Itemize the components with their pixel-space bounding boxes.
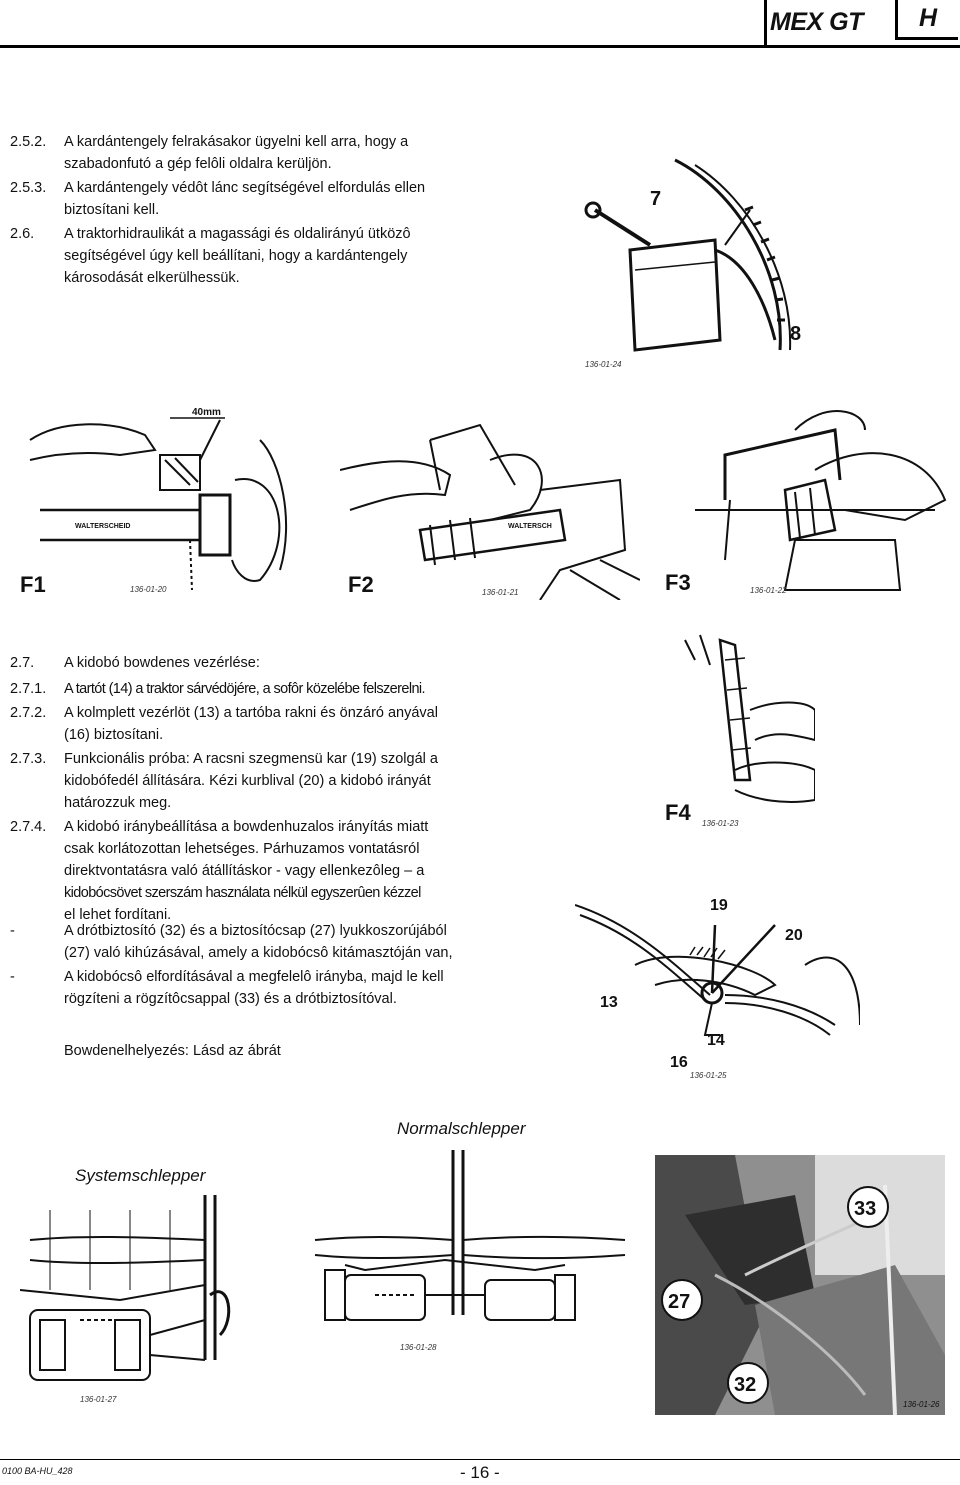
header-title: MEX GT [770, 8, 863, 36]
bullet-dash: - [10, 923, 15, 939]
header-separator [764, 0, 767, 45]
section-text: A tartót (14) a traktor sárvédöjére, a sofôr közelébe felszerelni. [64, 681, 425, 697]
bullet-text: A drótbiztosító (32) és a biztosítócsap (27) lyukkoszorújából (27) való kihúzásával, amely a kidobócsô kitámasztóján van, [64, 923, 453, 961]
figure-code: 136-01-22 [750, 586, 787, 595]
figure-systemschlepper [20, 1190, 250, 1415]
section-2-7-1 [10, 678, 460, 700]
bullet-dash: - [10, 969, 15, 985]
callout-19: 19 [710, 897, 728, 914]
section-text: A kardántengely felrakásakor ügyelni kell arra, hogy a szabadonfutó a gép felôli oldalra kerüljön. [64, 134, 409, 172]
figure-code: 136-01-23 [702, 819, 739, 828]
language-code: H [918, 4, 938, 32]
section-number: 2.6. [10, 226, 35, 242]
figure-normalschlepper [305, 1145, 635, 1370]
section-2-7-2 [10, 702, 460, 746]
figure-label: F3 [665, 570, 691, 595]
section-number: 2.5.3. [10, 180, 47, 196]
figure-label: F4 [665, 800, 691, 825]
callout-13: 13 [600, 994, 618, 1011]
section-text: Funkcionális próba: A racsni szegmensü kar (19) szolgál a kidobófedél állítására. Kézi kurblival (20) a kidobó irányát határozzuk meg. [64, 751, 438, 811]
figure-f4 [665, 630, 815, 830]
bowden-note: Bowdenelhelyezés: Lásd az ábrát [64, 1043, 281, 1059]
section-number: 2.7. [10, 655, 35, 671]
callout-33: 33 [854, 1198, 877, 1220]
section-number: 2.7.1. [10, 681, 47, 697]
figure-f1 [20, 400, 300, 600]
callout-32: 32 [734, 1374, 757, 1396]
section-text: A traktorhidraulikát a magassági és oldalirányú ütközô segítségével úgy kell beállítani, hogy a kardántengely károsodását elkerülhessük. [64, 226, 411, 286]
figure-label: F1 [20, 572, 46, 597]
callout-20: 20 [785, 927, 803, 944]
language-badge [895, 0, 958, 40]
figure-code: 136-01-20 [130, 585, 167, 594]
callout-14: 14 [707, 1032, 725, 1049]
figure-bowden [575, 885, 860, 1085]
footer-doc-code: 0100 BA-HU_428 [2, 1466, 73, 1476]
brand-label: WALTERSCHEID [75, 523, 131, 530]
figure-code: 136-01-25 [690, 1071, 727, 1080]
figure-photo [655, 1155, 945, 1415]
bullet-text: A kidobócsô elfordításával a megfelelô irányba, majd le kell rögzíteni a rögzítôcsappal (33) és a drótbiztosítóval. [64, 969, 444, 1007]
section-text: A kolmplett vezérlöt (13) a tartóba rakni és önzáró anyával (16) biztosítani. [64, 705, 438, 743]
callout-27: 27 [668, 1291, 691, 1313]
section-2-5-2 [10, 131, 450, 175]
bullet-1 [10, 920, 460, 964]
section-text: A kidobó bowdenes vezérlése: [64, 655, 260, 671]
section-2-7-3 [10, 748, 460, 814]
figure-f3 [665, 400, 955, 600]
caption-systemschlepper: Systemschlepper [75, 1166, 206, 1185]
section-text: A kidobó iránybeállítása a bowdenhuzalos irányítás miatt csak korlátozottan lehetséges. Párhuzamos vontatásról direktvontatásra való átállításkor - vagy ellenkezôleg – a kidobócsövet szerszám használata nélkül egyszerûen kézzel el lehet fordítani. [64, 819, 429, 923]
caption-normalschlepper: Normalschlepper [397, 1119, 526, 1138]
brand-label: WALTERSCH [508, 523, 552, 530]
section-2-6 [10, 223, 450, 289]
callout-7: 7 [650, 188, 662, 210]
figure-top-schematic [575, 150, 815, 375]
figure-code: 136-01-21 [482, 588, 519, 597]
footer-rule [0, 1459, 960, 1460]
dimension-label: 40mm [192, 407, 221, 418]
section-number: 2.7.4. [10, 819, 47, 835]
figure-f2 [340, 400, 640, 600]
section-text: A kardántengely védôt lánc segítségével elfordulás ellen biztosítani kell. [64, 180, 426, 218]
section-2-5-3 [10, 177, 450, 221]
section-number: 2.5.2. [10, 134, 47, 150]
figure-label: F2 [348, 572, 374, 597]
section-2-7 [10, 652, 460, 674]
callout-8: 8 [790, 323, 802, 345]
figure-code: 136-01-28 [400, 1343, 437, 1352]
header-rule [0, 45, 960, 48]
figure-code: 136-01-27 [80, 1395, 117, 1404]
bullet-2 [10, 966, 460, 1010]
figure-code: 136-01-24 [585, 360, 622, 369]
section-number: 2.7.3. [10, 751, 47, 767]
page-number: - 16 - [460, 1463, 500, 1482]
section-2-7-4 [10, 816, 460, 926]
callout-16: 16 [670, 1054, 688, 1071]
figure-code: 136-01-26 [903, 1400, 940, 1409]
section-number: 2.7.2. [10, 705, 47, 721]
